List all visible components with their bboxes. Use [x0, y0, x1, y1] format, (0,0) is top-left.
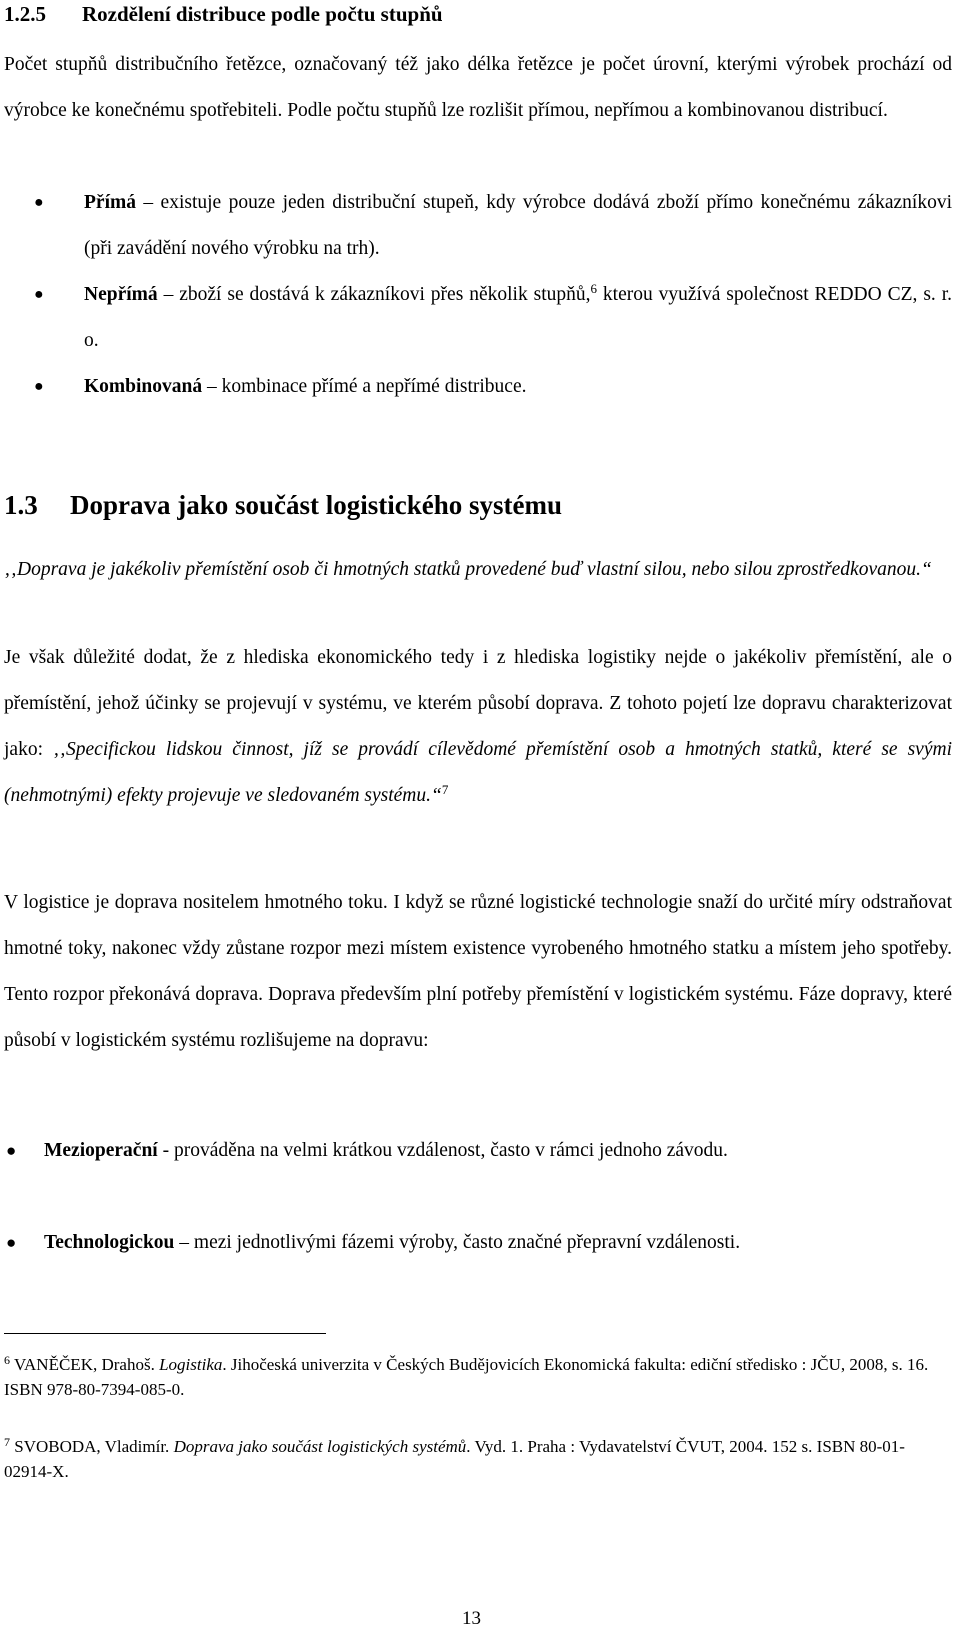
bullet-icon: ● [34, 378, 44, 395]
list-item-text: - prováděna na velmi krátkou vzdálenost, často v rámci jednoho závodu. [157, 1140, 728, 1161]
list-item-term: Technologickou [44, 1232, 175, 1253]
body-paragraph [4, 635, 952, 819]
footnote-text: . Jihočeská univerzita v Českých Budějovicích Ekonomická fakulta: ediční středisko : JČU, 2008, s. 16. ISBN 978-80-7394-085-0. [4, 1355, 929, 1399]
list-item [4, 1128, 952, 1174]
section-number: 1.2.5 [4, 2, 46, 26]
intro-paragraph: Počet stupňů distribučního řetězce, označovaný též jako délka řetězce je počet úrovní, kterými výrobek prochází od výrobce ke konečnému spotřebiteli. Podle počtu stupňů lze rozlišit přímou, nepřímou a kombinovanou distribucí. [4, 54, 952, 121]
chapter-number: 1.3 [4, 490, 38, 520]
footnote-text: . Vyd. 1. Praha : Vydavatelství ČVUT, 2004. 152 s. ISBN 80-01-02914-X. [4, 1437, 905, 1481]
quote-paragraph [4, 547, 952, 592]
list-item-text: – kombinace přímé a nepřímé distribuce. [202, 376, 527, 397]
list-item-text: – existuje pouze jeden distribuční stupeň, kdy výrobce dodává zboží přímo konečnému zákazníkovi (při zavádění nového výrobku na trh). [84, 192, 952, 259]
quote-text: ‚‚Doprava je jakékoliv přemístění osob či hmotných statků provedené buď vlastní silou, nebo silou zprostředkovanou.“ [4, 559, 932, 580]
footnote-text: SVOBODA, Vladimír. [10, 1437, 174, 1456]
quote-text: ‚‚Specifickou lidskou činnost, jíž se provádí cílevědomé přemístění osob a hmotných statků, které se svými (nehmotnými) efekty projevuje ve sledovaném systému.“ [4, 739, 952, 806]
footnote-divider [4, 1333, 326, 1334]
footnote-title: Doprava jako součást logistických systémů [173, 1437, 467, 1456]
list-item-term: Kombinovaná [84, 376, 203, 397]
list-item-text: – mezi jednotlivými fázemi výroby, často značné přepravní vzdálenosti. [174, 1232, 741, 1253]
list-item-term: Nepřímá [84, 284, 158, 305]
section-title: Rozdělení distribuce podle počtu stupňů [82, 2, 443, 26]
footnote-ref: 6 [590, 281, 597, 296]
chapter-title: Doprava jako součást logistického systému [70, 490, 563, 520]
body-paragraph: V logistice je doprava nositelem hmotného toku. I když se různé logistické technologie snaží do určité míry odstraňovat hmotné toky, nakonec vždy zůstane rozpor mezi místem existence vyrobeného hmotného statku a místem jeho spotřeby. Tento rozpor překonává doprava. Doprava především plní potřeby přemístění v logistickém systému. Fáze dopravy, které působí v logistickém systému rozlišujeme na dopravu: [4, 892, 952, 1051]
list-item-term: Mezioperační [44, 1140, 158, 1161]
footnote-number: 7 [4, 1435, 10, 1449]
footnote-number: 6 [4, 1353, 10, 1367]
footnote-title: Logistika [159, 1355, 223, 1374]
paragraph-text: Je však důležité dodat, že z hlediska ekonomického tedy i z hlediska logistiky nejde o jakékoliv přemístění, ale o přemístění, jehož účinky se projevují v systému, ve kterém působí doprava. Z tohoto pojetí lze dopravu charakterizovat jako: [4, 647, 952, 760]
list-item [4, 364, 952, 410]
chapter-heading [4, 488, 562, 522]
list-item [4, 180, 952, 272]
bullet-icon: ● [6, 1233, 17, 1252]
list-item-term: Přímá [84, 192, 136, 213]
list-item [4, 1220, 952, 1266]
list-item-text: – zboží se dostává k zákazníkovi přes několik stupňů, [157, 284, 591, 305]
footnote [4, 1352, 952, 1402]
list-item [4, 272, 952, 364]
section-heading [4, 0, 443, 28]
page-number: 13 [462, 1608, 481, 1629]
bullet-icon: ● [6, 1141, 17, 1160]
list-item-text-cont: kterou využívá společnost REDDO CZ, s. r. o. [84, 284, 952, 351]
footnote-ref: 7 [441, 782, 449, 797]
bullet-icon: ● [34, 194, 44, 211]
footnote [4, 1434, 952, 1484]
footnote-text: VANĚČEK, Drahoš. [10, 1355, 160, 1374]
bullet-icon: ● [34, 286, 44, 303]
